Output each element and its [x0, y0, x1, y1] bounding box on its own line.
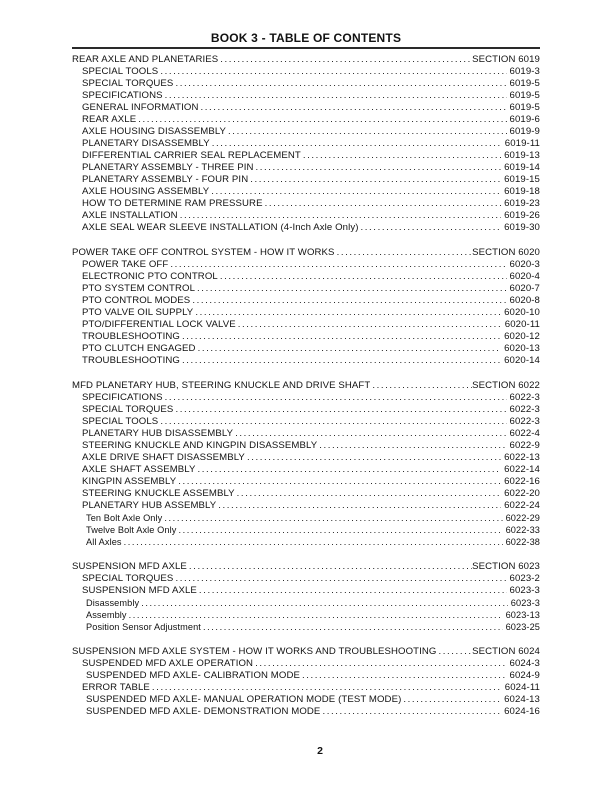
- toc-page-ref: 6019-18: [504, 186, 540, 198]
- dot-leader: [238, 319, 502, 331]
- toc-label: GENERAL INFORMATION: [82, 102, 199, 114]
- toc-entry-row: [72, 114, 540, 126]
- toc-page-ref: SECTION 6024: [472, 646, 540, 658]
- toc-page-ref: 6020-10: [504, 307, 540, 319]
- toc-section-row: [72, 247, 540, 259]
- toc-page-ref: 6020-13: [504, 343, 540, 355]
- dot-leader: [124, 536, 503, 548]
- toc-page-ref: 6020-4: [509, 271, 540, 283]
- toc-label: REAR AXLE: [82, 114, 137, 126]
- toc-entry-row: [72, 283, 540, 295]
- toc-label: MFD PLANETARY HUB, STEERING KNUCKLE AND DRIVE SHAFT: [72, 380, 371, 392]
- dot-leader: [201, 102, 507, 114]
- dot-leader: [372, 380, 472, 392]
- toc-entry-row: [72, 331, 540, 343]
- toc-entry-row: [72, 585, 540, 597]
- toc-label: REAR AXLE AND PLANETARIES: [72, 54, 219, 66]
- toc-section: [72, 646, 540, 718]
- toc-page-ref: 6022-3: [509, 404, 540, 416]
- toc-entry-row: [72, 440, 540, 452]
- toc-entry-row: [72, 464, 540, 476]
- toc-label: SPECIAL TOOLS: [82, 416, 159, 428]
- toc-page-ref: 6019-30: [504, 222, 540, 234]
- toc-label: PTO SYSTEM CONTROL: [82, 283, 196, 295]
- toc-entry-row: [72, 488, 540, 500]
- dot-leader: [199, 585, 507, 597]
- toc-page-ref: 6022-29: [505, 513, 540, 524]
- toc-page-ref: SECTION 6020: [472, 247, 540, 259]
- toc-page-ref: 6019-11: [504, 138, 540, 150]
- toc-page-ref: 6019-13: [504, 150, 540, 162]
- toc-label: SPECIAL TORQUES: [82, 404, 174, 416]
- toc-entry-row: [72, 102, 540, 114]
- toc-label: SPECIAL TORQUES: [82, 573, 174, 585]
- toc-entry-row: [72, 186, 540, 198]
- toc-entry-row: [72, 428, 540, 440]
- toc-label: PLANETARY DISASSEMBLY: [82, 138, 210, 150]
- dot-leader: [182, 355, 501, 367]
- dot-leader: [255, 162, 501, 174]
- page-number: 2: [317, 745, 323, 757]
- toc-list: [72, 54, 540, 718]
- dot-leader: [203, 621, 503, 633]
- toc-entry-row: [72, 138, 540, 150]
- toc-page-ref: 6024-11: [504, 682, 540, 694]
- toc-label: PLANETARY ASSEMBLY - THREE PIN: [82, 162, 254, 174]
- toc-label: POWER TAKE OFF: [82, 259, 169, 271]
- toc-entry-row: [72, 78, 540, 90]
- toc-entry-row: [72, 355, 540, 367]
- dot-leader: [197, 283, 506, 295]
- toc-label: TROUBLESHOOTING: [82, 331, 180, 343]
- toc-page-ref: 6023-3: [510, 598, 540, 609]
- toc-page-ref: 6022-3: [509, 392, 540, 404]
- toc-label: POWER TAKE OFF CONTROL SYSTEM - HOW IT WORKS: [72, 247, 335, 259]
- toc-label: AXLE HOUSING DISASSEMBLY: [82, 126, 227, 138]
- toc-page-ref: 6022-3: [509, 416, 540, 428]
- toc-page-ref: SECTION 6019: [472, 54, 540, 66]
- toc-page-ref: 6019-6: [509, 114, 540, 126]
- dot-leader: [178, 524, 502, 536]
- toc-label: Twelve Bolt Axle Only: [86, 525, 177, 536]
- dot-leader: [337, 247, 473, 259]
- dot-leader: [152, 682, 502, 694]
- toc-entry-row: [72, 658, 540, 670]
- toc-entry-row: [72, 597, 540, 609]
- toc-label: AXLE DRIVE SHAFT DISASSEMBLY: [82, 452, 245, 464]
- toc-label: KINGPIN ASSEMBLY: [82, 476, 177, 488]
- toc-label: PLANETARY ASSEMBLY - FOUR PIN: [82, 174, 249, 186]
- toc-section: [72, 247, 540, 367]
- toc-label: SPECIAL TORQUES: [82, 78, 174, 90]
- dot-leader: [160, 66, 506, 78]
- toc-page-ref: 6020-14: [504, 355, 540, 367]
- dot-leader: [180, 210, 501, 222]
- toc-page-ref: 6024-9: [509, 670, 540, 682]
- dot-leader: [265, 198, 501, 210]
- dot-leader: [141, 597, 508, 609]
- dot-leader: [138, 114, 506, 126]
- toc-label: AXLE SHAFT ASSEMBLY: [82, 464, 196, 476]
- toc-page-ref: 6019-5: [509, 90, 540, 102]
- toc-label: ERROR TABLE: [82, 682, 150, 694]
- dot-leader: [322, 706, 501, 718]
- toc-label: AXLE SEAL WEAR SLEEVE INSTALLATION (4-Inch Axle Only): [82, 222, 359, 234]
- toc-label: PTO VALVE OIL SUPPLY: [82, 307, 194, 319]
- toc-label: Position Sensor Adjustment: [86, 622, 201, 633]
- toc-entry-row: [72, 573, 540, 585]
- dot-leader: [220, 271, 507, 283]
- toc-page-ref: 6022-9: [509, 440, 540, 452]
- dot-leader: [235, 428, 506, 440]
- dot-leader: [182, 331, 501, 343]
- toc-page-ref: 6023-25: [505, 622, 540, 633]
- toc-label: SUSPENDED MFD AXLE- CALIBRATION MODE: [86, 670, 300, 682]
- toc-page-ref: 6023-2: [509, 573, 540, 585]
- toc-section: [72, 54, 540, 234]
- toc-entry-row: [72, 198, 540, 210]
- toc-page-ref: 6022-14: [504, 464, 540, 476]
- toc-entry-row: [72, 343, 540, 355]
- dot-leader: [175, 573, 506, 585]
- toc-entry-row: [72, 90, 540, 102]
- dot-leader: [302, 670, 507, 682]
- toc-label: SUSPENSION MFD AXLE SYSTEM - HOW IT WORKS AND TROUBLESHOOTING: [72, 646, 437, 658]
- toc-section-row: [72, 561, 540, 573]
- toc-section-row: [72, 54, 540, 66]
- toc-page-ref: 6020-7: [509, 283, 540, 295]
- toc-page-ref: 6024-3: [509, 658, 540, 670]
- toc-entry-row: [72, 476, 540, 488]
- toc-entry-row: [72, 126, 540, 138]
- toc-label: SUSPENDED MFD AXLE- MANUAL OPERATION MODE (TEST MODE): [86, 694, 402, 706]
- toc-page-ref: 6022-33: [505, 525, 540, 536]
- toc-page-ref: 6020-3: [509, 259, 540, 271]
- toc-label: AXLE INSTALLATION: [82, 210, 178, 222]
- toc-label: SUSPENDED MFD AXLE OPERATION: [82, 658, 254, 670]
- dot-leader: [439, 646, 473, 658]
- toc-label: SUSPENSION MFD AXLE: [72, 561, 187, 573]
- toc-label: PTO CLUTCH ENGAGED: [82, 343, 196, 355]
- dot-leader: [237, 488, 501, 500]
- dot-leader: [303, 150, 501, 162]
- dot-leader: [175, 404, 506, 416]
- toc-entry-row: [72, 536, 540, 548]
- toc-entry-row: [72, 500, 540, 512]
- toc-section-row: [72, 380, 540, 392]
- dot-leader: [129, 609, 503, 621]
- toc-label: DIFFERENTIAL CARRIER SEAL REPLACEMENT: [82, 150, 301, 162]
- toc-entry-row: [72, 706, 540, 718]
- toc-label: STEERING KNUCKLE ASSEMBLY: [82, 488, 235, 500]
- toc-entry-row: [72, 271, 540, 283]
- toc-page-ref: 6022-4: [509, 428, 540, 440]
- toc-page-ref: 6022-24: [504, 500, 540, 512]
- toc-page-ref: 6019-14: [504, 162, 540, 174]
- toc-entry-row: [72, 670, 540, 682]
- toc-page-ref: 6019-23: [504, 198, 540, 210]
- dot-leader: [198, 464, 502, 476]
- toc-label: PTO/DIFFERENTIAL LOCK VALVE: [82, 319, 236, 331]
- toc-page-ref: 6019-26: [504, 210, 540, 222]
- toc-page-ref: 6019-5: [509, 102, 540, 114]
- toc-label: Disassembly: [86, 598, 140, 609]
- toc-label: STEERING KNUCKLE AND KINGPIN DISASSEMBLY: [82, 440, 318, 452]
- toc-label: HOW TO DETERMINE RAM PRESSURE: [82, 198, 263, 210]
- toc-entry-row: [72, 416, 540, 428]
- toc-label: SPECIFICATIONS: [82, 90, 163, 102]
- toc-entry-row: [72, 174, 540, 186]
- toc-page-ref: 6019-9: [509, 126, 540, 138]
- dot-leader: [165, 90, 507, 102]
- dot-leader: [198, 343, 502, 355]
- toc-entry-row: [72, 319, 540, 331]
- toc-entry-row: [72, 162, 540, 174]
- toc-entry-row: [72, 524, 540, 536]
- dot-leader: [403, 694, 501, 706]
- dot-leader: [192, 295, 506, 307]
- toc-page-ref: 6020-12: [504, 331, 540, 343]
- toc-label: All Axles: [86, 537, 122, 548]
- toc-label: TROUBLESHOOTING: [82, 355, 180, 367]
- toc-page-ref: 6020-11: [504, 319, 540, 331]
- toc-entry-row: [72, 66, 540, 78]
- dot-leader: [247, 452, 501, 464]
- dot-leader: [218, 500, 501, 512]
- toc-entry-row: [72, 259, 540, 271]
- toc-page-ref: 6019-3: [509, 66, 540, 78]
- dot-leader: [220, 54, 472, 66]
- toc-label: ELECTRONIC PTO CONTROL: [82, 271, 218, 283]
- toc-label: SUSPENDED MFD AXLE- DEMONSTRATION MODE: [86, 706, 321, 718]
- dot-leader: [165, 392, 507, 404]
- toc-entry-row: [72, 295, 540, 307]
- dot-leader: [228, 126, 506, 138]
- toc-entry-row: [72, 682, 540, 694]
- toc-label: PTO CONTROL MODES: [82, 295, 191, 307]
- toc-entry-row: [72, 512, 540, 524]
- toc-label: PLANETARY HUB DISASSEMBLY: [82, 428, 234, 440]
- dot-leader: [361, 222, 502, 234]
- dot-leader: [164, 512, 502, 524]
- dot-leader: [189, 561, 472, 573]
- toc-entry-row: [72, 452, 540, 464]
- toc-section: [72, 380, 540, 548]
- toc-page-ref: SECTION 6023: [472, 561, 540, 573]
- toc-label: Ten Bolt Axle Only: [86, 513, 163, 524]
- dot-leader: [319, 440, 506, 452]
- toc-entry-row: [72, 404, 540, 416]
- toc-label: SUSPENSION MFD AXLE: [82, 585, 197, 597]
- dot-leader: [255, 658, 506, 670]
- dot-leader: [250, 174, 501, 186]
- toc-entry-row: [72, 210, 540, 222]
- toc-section: [72, 561, 540, 633]
- page-title: BOOK 3 - TABLE OF CONTENTS: [210, 31, 402, 45]
- toc-page-ref: 6020-8: [509, 295, 540, 307]
- toc-label: PLANETARY HUB ASSEMBLY: [82, 500, 217, 512]
- toc-page-ref: 6019-5: [509, 78, 540, 90]
- toc-label: AXLE HOUSING ASSEMBLY: [82, 186, 210, 198]
- toc-page-ref: 6022-16: [504, 476, 540, 488]
- toc-section-row: [72, 646, 540, 658]
- dot-leader: [212, 138, 502, 150]
- toc-page-ref: SECTION 6022: [472, 380, 540, 392]
- toc-page-ref: 6023-3: [509, 585, 540, 597]
- toc-page-ref: 6022-38: [505, 537, 540, 548]
- toc-label: SPECIFICATIONS: [82, 392, 163, 404]
- toc-page-ref: 6024-16: [504, 706, 540, 718]
- dot-leader: [160, 416, 506, 428]
- toc-page-ref: 6024-13: [504, 694, 540, 706]
- toc-page-ref: 6023-13: [505, 610, 540, 621]
- toc-entry-row: [72, 694, 540, 706]
- dot-leader: [170, 259, 506, 271]
- toc-entry-row: [72, 307, 540, 319]
- toc-label: Assembly: [86, 610, 127, 621]
- toc-page-ref: 6022-13: [504, 452, 540, 464]
- toc-page-ref: 6019-15: [504, 174, 540, 186]
- dot-leader: [175, 78, 506, 90]
- dot-leader: [195, 307, 501, 319]
- toc-entry-row: [72, 150, 540, 162]
- toc-entry-row: [72, 222, 540, 234]
- dot-leader: [178, 476, 501, 488]
- toc-entry-row: [72, 392, 540, 404]
- toc-entry-row: [72, 621, 540, 633]
- toc-page-ref: 6022-20: [504, 488, 540, 500]
- toc-label: SPECIAL TOOLS: [82, 66, 159, 78]
- toc-content: [72, 32, 540, 718]
- title-rule: [72, 47, 540, 49]
- toc-entry-row: [72, 609, 540, 621]
- dot-leader: [211, 186, 501, 198]
